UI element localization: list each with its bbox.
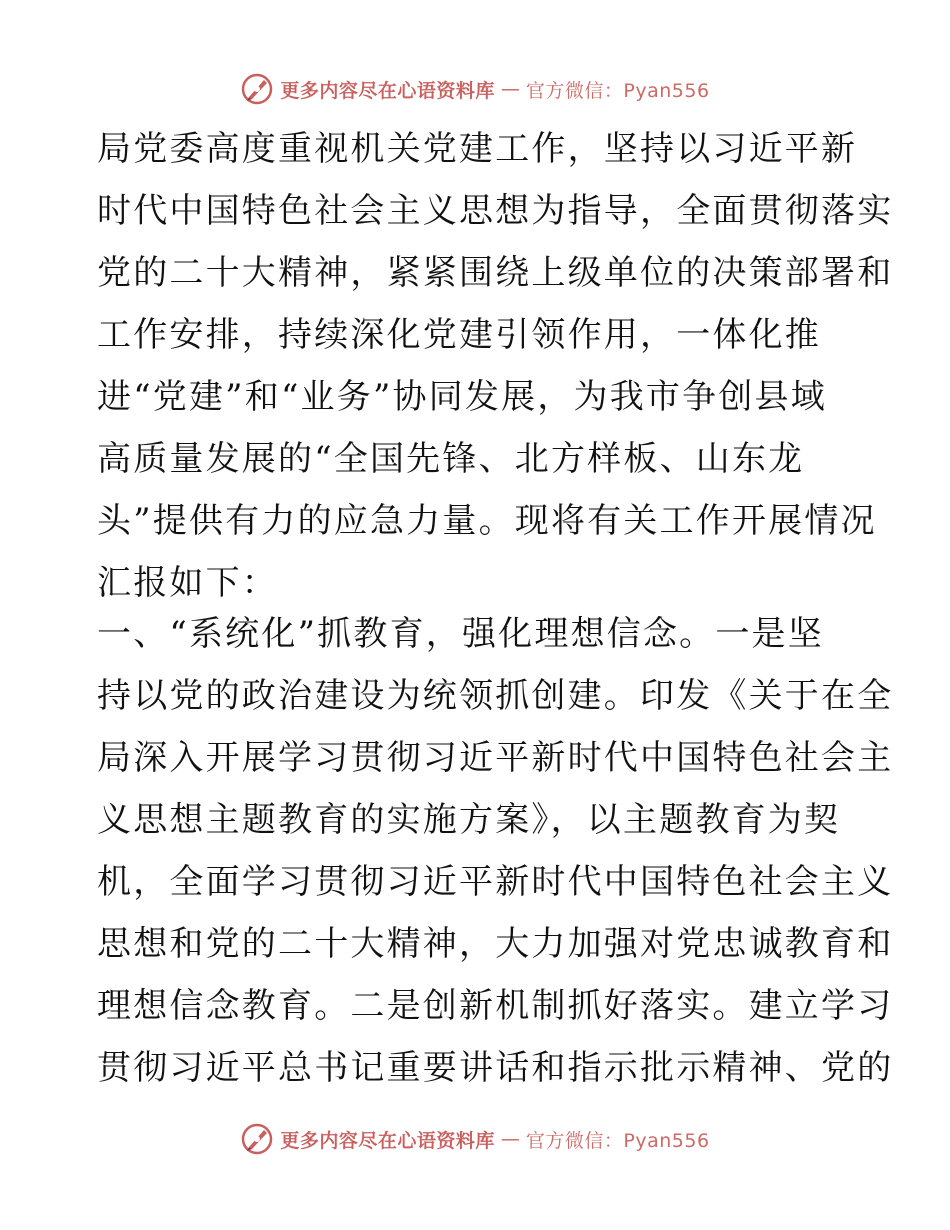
text-line: 局深入开展学习贯彻习近平新时代中国特色社会主 [97,738,894,778]
text-line: 进“党建”和“业务”协同发展，为我市争创县域 [97,377,827,417]
text-line: 一、“系统化”抓教育，强化理想信念。一是坚 [97,614,824,654]
text-line: 贯彻习近平总书记重要讲话和指示批示精神、党的 [97,1048,894,1088]
footer-watermark [0,1122,950,1156]
quill-pen-seal-icon [240,72,274,106]
watermark-text: 更多内容尽在心语资料库 [280,79,495,102]
header-watermark [0,72,950,106]
text-line: 头”提供有力的应急力量。现将有关工作开展情况 [97,501,877,541]
paragraph-section-one [97,603,894,1099]
quill-pen-seal-icon [240,1122,274,1156]
paragraph-intro [97,118,894,614]
watermark-contact: 官方微信：Pyan556 [525,1129,710,1152]
text-line: 义思想主题教育的实施方案》，以主题教育为契 [97,800,841,840]
text-line: 机，全面学习贯彻习近平新时代中国特色社会主义 [97,862,894,902]
watermark-separator: — [500,1128,520,1150]
text-line: 理想信念教育。二是创新机制抓好落实。建立学习 [97,986,894,1026]
text-line: 局党委高度重视机关党建工作，坚持以习近平新 [97,129,858,169]
text-line: 工作安排，持续深化党建引领作用，一体化推 [97,315,821,355]
text-line: 高质量发展的“全国先锋、北方样板、山东龙 [97,439,805,479]
text-line: 时代中国特色社会主义思想为指导，全面贯彻落实 [97,191,894,231]
text-line: 思想和党的二十大精神，大力加强对党忠诚教育和 [97,924,894,964]
watermark-text: 更多内容尽在心语资料库 [280,1129,495,1152]
text-line: 持以党的政治建设为统领抓创建。印发《关于在全 [97,676,894,716]
text-line: 党的二十大精神，紧紧围绕上级单位的决策部署和 [97,253,894,293]
watermark-separator: — [500,78,520,100]
watermark-contact: 官方微信：Pyan556 [525,79,710,102]
text-line: 汇报如下： [97,563,278,603]
